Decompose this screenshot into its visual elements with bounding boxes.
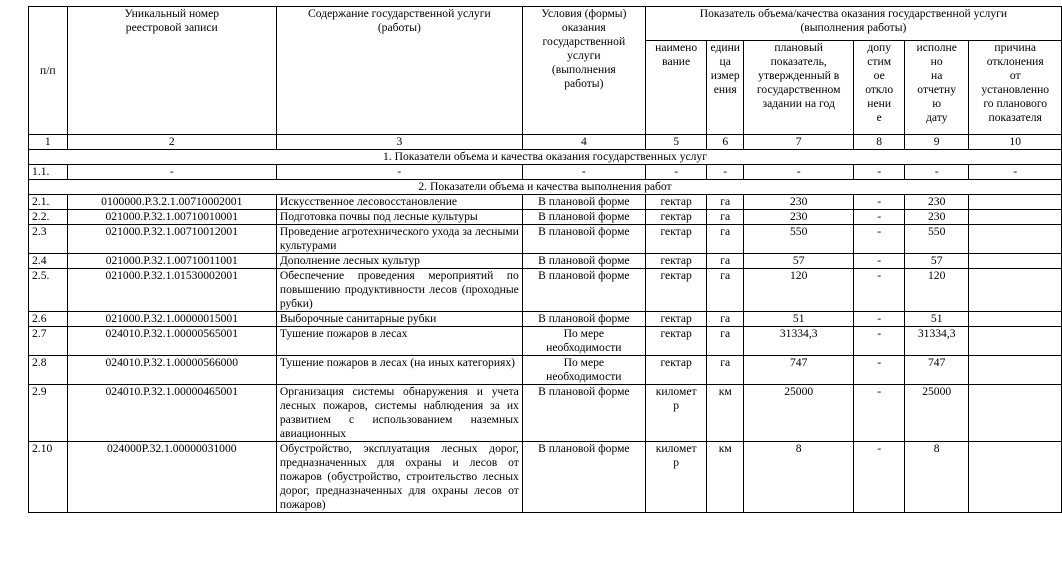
column-number-cell: 1 <box>29 135 68 150</box>
section-1-cell: - <box>707 165 744 180</box>
row-number-cell: 2.1. <box>29 195 68 210</box>
condition-cell: По мере необходимости <box>522 356 645 385</box>
unit-cell: га <box>707 312 744 327</box>
allowed-deviation-cell: - <box>854 442 905 513</box>
table-row <box>29 254 1062 269</box>
condition-cell: В плановой форме <box>522 385 645 442</box>
header-registry-number: Уникальный номер реестровой записи <box>67 7 276 135</box>
allowed-deviation-cell: - <box>854 312 905 327</box>
actual-value-cell: 51 <box>904 312 969 327</box>
table-row <box>29 210 1062 225</box>
section-2-title: 2. Показатели объема и качества выполнения работ <box>29 180 1062 195</box>
service-content-cell: Организация системы обнаружения и учета лесных пожаров, системы наблюдения за их развитием с использованием наземных авиационных <box>276 385 522 442</box>
unit-cell: км <box>707 385 744 442</box>
table-row <box>29 312 1062 327</box>
section-1-cell: - <box>854 165 905 180</box>
registry-code-cell: 021000.Р.32.1.00710011001 <box>67 254 276 269</box>
section-1-cell: 1.1. <box>29 165 68 180</box>
actual-value-cell: 31334,3 <box>904 327 969 356</box>
indicator-name-cell: километ р <box>645 442 707 513</box>
row-number-cell: 2.4 <box>29 254 68 269</box>
section-1-cell: - <box>645 165 707 180</box>
indicator-name-cell: гектар <box>645 312 707 327</box>
header-unit: едини ца измер ения <box>707 41 744 135</box>
unit-cell: га <box>707 225 744 254</box>
allowed-deviation-cell: - <box>854 356 905 385</box>
registry-code-cell: 021000.Р.32.1.00000015001 <box>67 312 276 327</box>
registry-code-cell: 024010.Р.32.1.00000565001 <box>67 327 276 356</box>
header-allowed-deviation: допу стим ое откло нени е <box>854 41 905 135</box>
header-indicator-group: Показатель объема/качества оказания государственной услуги (выполнения работы) <box>645 7 1061 41</box>
unit-cell: га <box>707 195 744 210</box>
service-content-cell: Тушение пожаров в лесах (на иных категориях) <box>276 356 522 385</box>
header-conditions: Условия (формы) оказания государственной услуги (выполнения работы) <box>522 7 645 135</box>
registry-code-cell: 021000.Р.32.1.00710010001 <box>67 210 276 225</box>
table-row <box>29 269 1062 312</box>
registry-code-cell: 021000.Р.32.1.01530002001 <box>67 269 276 312</box>
deviation-reason-cell <box>969 210 1062 225</box>
table-row <box>29 225 1062 254</box>
allowed-deviation-cell: - <box>854 210 905 225</box>
planned-value-cell: 550 <box>743 225 853 254</box>
column-number-cell: 6 <box>707 135 744 150</box>
planned-value-cell: 230 <box>743 195 853 210</box>
planned-value-cell: 8 <box>743 442 853 513</box>
registry-code-cell: 024010.Р.32.1.00000465001 <box>67 385 276 442</box>
report-table <box>28 6 1062 513</box>
condition-cell: В плановой форме <box>522 210 645 225</box>
allowed-deviation-cell: - <box>854 225 905 254</box>
table-row <box>29 356 1062 385</box>
condition-cell: В плановой форме <box>522 195 645 210</box>
column-numbers-row <box>29 135 1062 150</box>
column-number-cell: 8 <box>854 135 905 150</box>
indicator-name-cell: гектар <box>645 225 707 254</box>
row-number-cell: 2.10 <box>29 442 68 513</box>
deviation-reason-cell <box>969 356 1062 385</box>
header-service-content: Содержание государственной услуги (работы) <box>276 7 522 135</box>
actual-value-cell: 230 <box>904 195 969 210</box>
indicator-name-cell: гектар <box>645 327 707 356</box>
row-number-cell: 2.7 <box>29 327 68 356</box>
allowed-deviation-cell: - <box>854 254 905 269</box>
column-number-cell: 3 <box>276 135 522 150</box>
actual-value-cell: 57 <box>904 254 969 269</box>
service-content-cell: Дополнение лесных культур <box>276 254 522 269</box>
header-indicator-name: наимено вание <box>645 41 707 135</box>
planned-value-cell: 25000 <box>743 385 853 442</box>
allowed-deviation-cell: - <box>854 269 905 312</box>
column-number-cell: 10 <box>969 135 1062 150</box>
actual-value-cell: 25000 <box>904 385 969 442</box>
table-row <box>29 442 1062 513</box>
row-number-cell: 2.9 <box>29 385 68 442</box>
unit-cell: га <box>707 269 744 312</box>
planned-value-cell: 57 <box>743 254 853 269</box>
indicator-name-cell: гектар <box>645 269 707 312</box>
actual-value-cell: 120 <box>904 269 969 312</box>
unit-cell: км <box>707 442 744 513</box>
service-content-cell: Искусственное лесовосстановление <box>276 195 522 210</box>
indicator-name-cell: гектар <box>645 210 707 225</box>
column-number-cell: 5 <box>645 135 707 150</box>
registry-code-cell: 024010.Р.32.1.00000566000 <box>67 356 276 385</box>
section-1-cell: - <box>67 165 276 180</box>
row-number-cell: 2.8 <box>29 356 68 385</box>
section-1-cell: - <box>969 165 1062 180</box>
allowed-deviation-cell: - <box>854 327 905 356</box>
condition-cell: В плановой форме <box>522 442 645 513</box>
deviation-reason-cell <box>969 385 1062 442</box>
unit-cell: га <box>707 254 744 269</box>
table-row <box>29 327 1062 356</box>
indicator-name-cell: гектар <box>645 195 707 210</box>
service-content-cell: Выборочные санитарные рубки <box>276 312 522 327</box>
unit-cell: га <box>707 210 744 225</box>
row-number-cell: 2.3 <box>29 225 68 254</box>
allowed-deviation-cell: - <box>854 385 905 442</box>
service-content-cell: Проведение агротехнического ухода за лесными культурами <box>276 225 522 254</box>
header-pp: п/п <box>29 7 68 135</box>
deviation-reason-cell <box>969 327 1062 356</box>
unit-cell: га <box>707 327 744 356</box>
actual-value-cell: 230 <box>904 210 969 225</box>
registry-code-cell: 021000.Р.32.1.00710012001 <box>67 225 276 254</box>
condition-cell: В плановой форме <box>522 269 645 312</box>
planned-value-cell: 747 <box>743 356 853 385</box>
row-number-cell: 2.5. <box>29 269 68 312</box>
planned-value-cell: 51 <box>743 312 853 327</box>
service-content-cell: Подготовка почвы под лесные культуры <box>276 210 522 225</box>
column-number-cell: 2 <box>67 135 276 150</box>
indicator-name-cell: гектар <box>645 254 707 269</box>
deviation-reason-cell <box>969 225 1062 254</box>
registry-code-cell: 0100000.Р.3.2.1.00710002001 <box>67 195 276 210</box>
condition-cell: В плановой форме <box>522 225 645 254</box>
table-row <box>29 195 1062 210</box>
condition-cell: В плановой форме <box>522 254 645 269</box>
service-content-cell: Обеспечение проведения мероприятий по повышению продуктивности лесов (проходные рубки) <box>276 269 522 312</box>
column-number-cell: 7 <box>743 135 853 150</box>
indicator-name-cell: гектар <box>645 356 707 385</box>
header-planned: плановый показатель, утвержденный в государственном задании на год <box>743 41 853 135</box>
section-1-cell: - <box>522 165 645 180</box>
planned-value-cell: 230 <box>743 210 853 225</box>
actual-value-cell: 747 <box>904 356 969 385</box>
header-actual: исполне но на отчетну ю дату <box>904 41 969 135</box>
indicator-name-cell: километ р <box>645 385 707 442</box>
deviation-reason-cell <box>969 312 1062 327</box>
planned-value-cell: 31334,3 <box>743 327 853 356</box>
row-number-cell: 2.2. <box>29 210 68 225</box>
deviation-reason-cell <box>969 269 1062 312</box>
service-content-cell: Тушение пожаров в лесах <box>276 327 522 356</box>
condition-cell: По мере необходимости <box>522 327 645 356</box>
header-deviation-reason: причина отклонения от установленно го планового показателя <box>969 41 1062 135</box>
row-number-cell: 2.6 <box>29 312 68 327</box>
section-1-row <box>29 165 1062 180</box>
section-1-cell: - <box>743 165 853 180</box>
deviation-reason-cell <box>969 195 1062 210</box>
registry-code-cell: 024000Р.32.1.00000031000 <box>67 442 276 513</box>
section-1-cell: - <box>904 165 969 180</box>
deviation-reason-cell <box>969 254 1062 269</box>
section-1-title: 1. Показатели объема и качества оказания государственных услуг <box>29 150 1062 165</box>
column-number-cell: 4 <box>522 135 645 150</box>
service-content-cell: Обустройство, эксплуатация лесных дорог, предназначенных для охраны и лесов от пожаров (обустройство, строительство лесных дорог, предназначенных для охраны лесов от пожаров) <box>276 442 522 513</box>
deviation-reason-cell <box>969 442 1062 513</box>
column-number-cell: 9 <box>904 135 969 150</box>
table-row <box>29 385 1062 442</box>
condition-cell: В плановой форме <box>522 312 645 327</box>
allowed-deviation-cell: - <box>854 195 905 210</box>
unit-cell: га <box>707 356 744 385</box>
section-1-cell: - <box>276 165 522 180</box>
actual-value-cell: 8 <box>904 442 969 513</box>
planned-value-cell: 120 <box>743 269 853 312</box>
actual-value-cell: 550 <box>904 225 969 254</box>
